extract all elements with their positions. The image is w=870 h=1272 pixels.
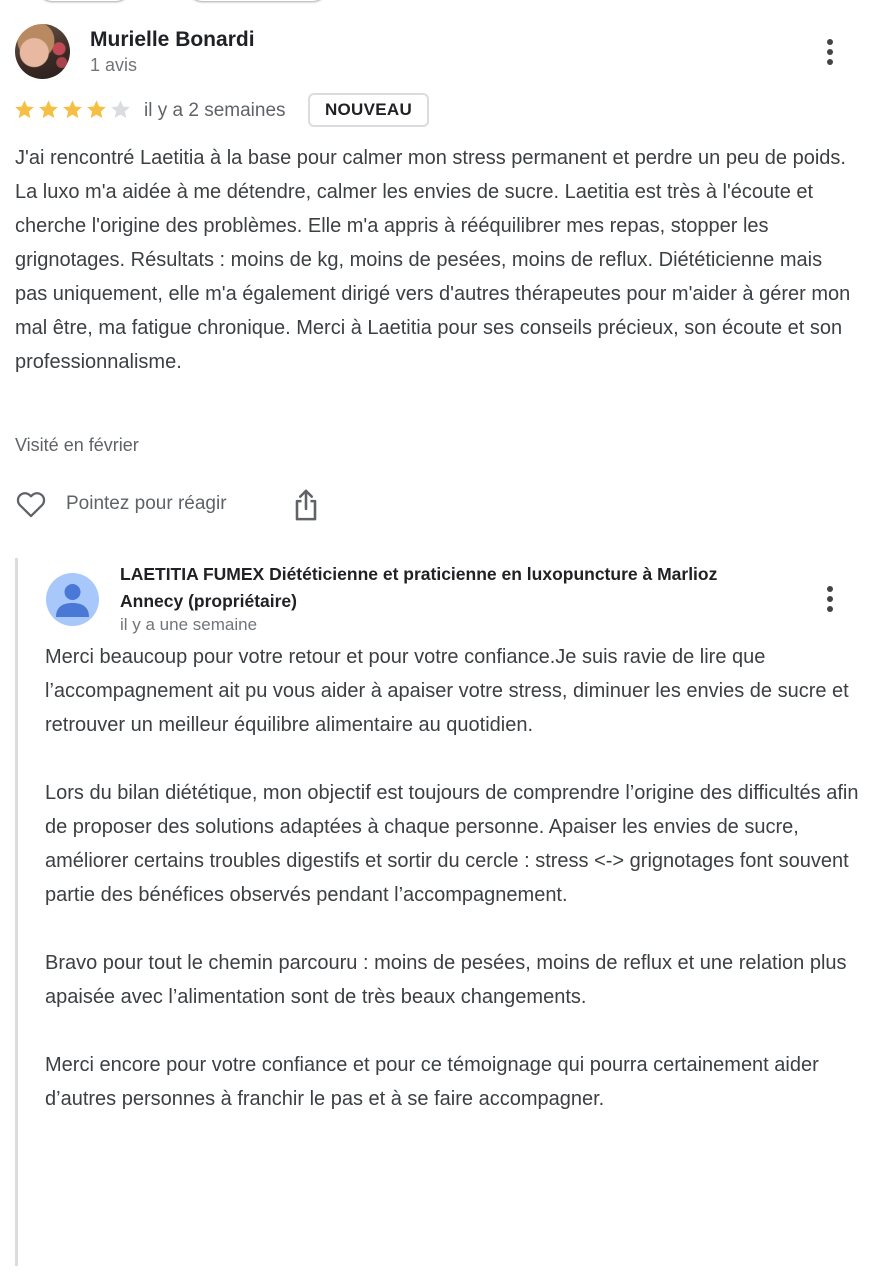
reply-paragraph: Merci encore pour votre confiance et pour ce témoignage qui pourra certainement aider d’autres personnes à franchir le pas et à se faire accompagner. (45, 1054, 819, 1110)
star-icon (37, 98, 60, 121)
heart-outline-icon[interactable] (13, 487, 49, 521)
review-time: il y a 2 semaines (144, 100, 286, 121)
review-text: J'ai rencontré Laetitia à la base pour calmer mon stress permanent et perdre un peu de poids. La luxo m'a aidée à me détendre, calmer les envies de sucre. Laetitia est très à l'écoute et cherche l'origine des problèmes. Elle m'a appris à rééquilibrer mes repas, stopper les grignotages. Résultats : moins de kg, moins de pesées, moins de reflux. Diététicienne mais pas uniquement, elle m'a également dirigé vers d'autres thérapeutes pour m'aider à gérer mon mal être, ma fatigue chronique. Merci à Laetitia pour ses conseils précieux, son écoute et son professionnalisme. (15, 147, 851, 373)
reply-paragraph: Merci beaucoup pour votre retour et pour votre confiance.Je suis ravie de lire que l’accompagnement ait pu vous aider à apaiser votre stress, diminuer les envies de sucre et retrouver un meilleur équilibre alimentaire au quotidien. (45, 646, 849, 736)
star-empty-icon (109, 98, 132, 121)
reply-time: il y a une semaine (120, 615, 258, 634)
owner-reply (15, 558, 863, 1266)
reply-text (45, 640, 860, 1150)
owner-name[interactable]: LAETITIA FUMEX Diététicienne et praticienne en luxopuncture à Marlioz Annecy (propriétaire) (120, 564, 718, 611)
top-filter-chip[interactable] (37, 0, 131, 1)
reply-paragraph: Lors du bilan diététique, mon objectif est toujours de comprendre l’origine des difficultés afin de proposer des solutions adaptées à chaque personne. Apaiser les envies de sucre, améliorer certains troubles digestifs et sortir du cercle : stress <-> grignotages font souvent partie des bénéfices observés pendant l’accompagnement. (45, 782, 859, 906)
share-icon[interactable] (290, 487, 322, 523)
star-icon (85, 98, 108, 121)
more-vert-icon[interactable] (818, 582, 842, 616)
reviewer-avatar[interactable] (15, 24, 70, 79)
more-vert-icon[interactable] (818, 35, 842, 69)
react-label[interactable]: Pointez pour réagir (66, 493, 227, 514)
default-person-avatar-icon[interactable] (46, 573, 99, 626)
visited-date: Visité en février (15, 435, 139, 455)
reply-paragraph: Bravo pour tout le chemin parcouru : moins de pesées, moins de reflux et une relation plus apaisée avec l’alimentation sont de très beaux changements. (45, 952, 847, 1008)
react-button[interactable] (13, 486, 227, 522)
top-filter-chip[interactable] (187, 0, 328, 1)
star-icon (61, 98, 84, 121)
new-badge: NOUVEAU (308, 93, 429, 127)
reviewer-name[interactable]: Murielle Bonardi (90, 28, 255, 51)
reviewer-review-count: 1 avis (90, 55, 138, 75)
star-rating (13, 98, 132, 121)
star-icon (13, 98, 36, 121)
